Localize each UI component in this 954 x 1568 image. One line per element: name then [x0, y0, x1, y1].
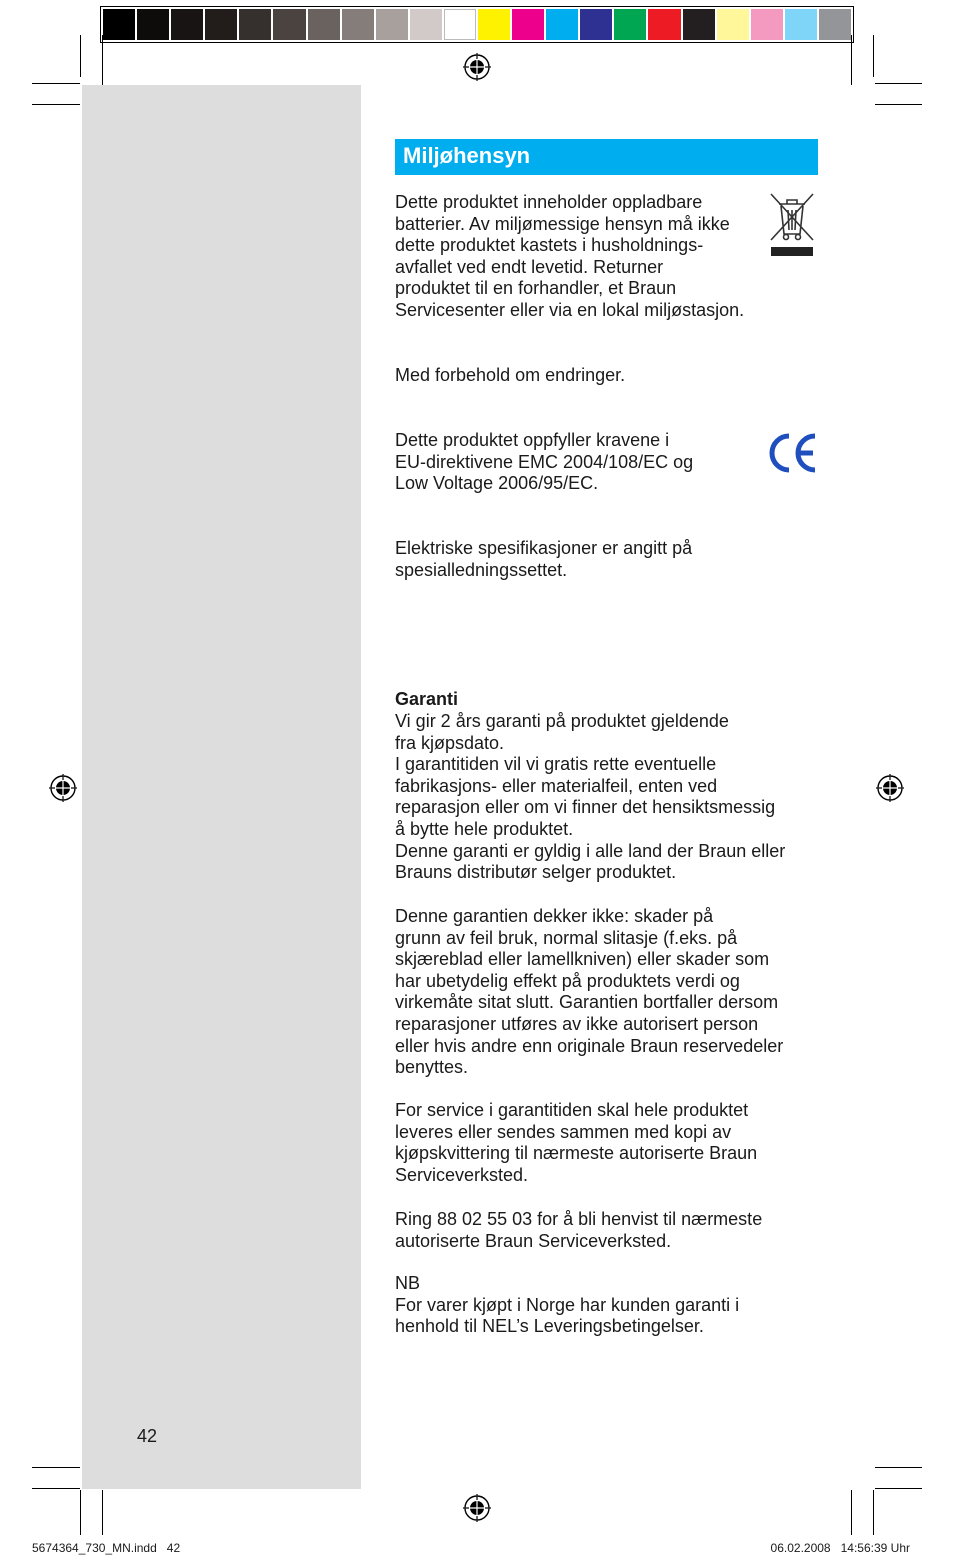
guarantee-paragraph-5: NB For varer kjøpt i Norge har kunden garanti i henhold til NEL’s Leveringsbetingelser.: [395, 1273, 740, 1337]
guarantee-paragraph-2: Denne garantien dekker ikke: skader på grunn av feil bruk, normal slitasje (f.eks. på skjæreblad eller lamellkniven) eller skader som har ubetydelig effekt på produktets verdi og virkemåte sitat slutt. Garantien bortfaller dersom reparasjoner utføres av ikke autorisert person eller hvis andre enn originale Braun reservedeler benyttes.: [395, 906, 784, 1078]
color-swatch: [239, 9, 271, 40]
footer-timestamp: 06.02.2008 14:56:39 Uhr: [770, 1541, 910, 1555]
color-swatch: [342, 9, 374, 40]
color-swatch: [614, 9, 646, 40]
guarantee-paragraph-3: For service i garantitiden skal hele produktet leveres eller sendes sammen med kopi av kjøpskvittering til nærmeste autoriserte Braun Serviceverksted.: [395, 1100, 758, 1185]
color-swatch: [683, 9, 715, 40]
color-swatch: [819, 9, 851, 40]
color-swatch: [308, 9, 340, 40]
registration-mark-icon: [876, 774, 904, 802]
weee-crossed-bin-icon: [768, 190, 816, 260]
color-swatch: [478, 9, 510, 40]
color-swatch: [376, 9, 408, 40]
gray-margin-band: [82, 85, 361, 1489]
color-swatch: [444, 9, 476, 40]
color-swatch: [410, 9, 442, 40]
guarantee-paragraph-1: Vi gir 2 års garanti på produktet gjeldende fra kjøpsdato. I garantitiden vil vi gratis rette eventuelle fabrikasjons- eller materialfeil, enten ved reparasjon eller om vi finner det hensiktsmessig å bytte hele produktet. Denne garanti er gyldig i alle land der Braun eller Brauns distributør selger produktet.: [395, 711, 786, 883]
color-swatch: [512, 9, 544, 40]
color-swatch: [137, 9, 169, 40]
disposal-paragraph: Dette produktet inneholder oppladbare batterier. Av miljømessige hensyn må ikke dette produktet kastets i husholdnings- avfallet ved endt levetid. Returner produktet til en forhandler, et Braun Servicesenter eller via en lokal miljøstasjon.: [395, 192, 745, 320]
guarantee-heading: Garanti: [395, 689, 459, 709]
registration-mark-icon: [49, 774, 77, 802]
section-heading-bar: [395, 139, 818, 175]
changes-notice: Med forbehold om endringer.: [395, 365, 626, 385]
page-number: 42: [137, 1426, 158, 1446]
registration-mark-icon: [463, 1494, 491, 1522]
electrical-spec-paragraph: Elektriske spesifikasjoner er angitt på spesialledningssettet.: [395, 538, 693, 580]
color-swatch: [785, 9, 817, 40]
color-swatch: [171, 9, 203, 40]
section-title: Miljøhensyn: [403, 143, 531, 168]
ce-compliance-paragraph: Dette produktet oppfyller kravene i EU-direktivene EMC 2004/108/EC og Low Voltage 2006/95/EC.: [395, 430, 694, 494]
ce-mark-icon: [768, 430, 818, 476]
registration-mark-icon: [463, 53, 491, 81]
color-swatch: [103, 9, 135, 40]
color-swatch: [273, 9, 305, 40]
color-swatch: [648, 9, 680, 40]
color-swatch: [717, 9, 749, 40]
color-swatch: [751, 9, 783, 40]
color-swatch: [205, 9, 237, 40]
guarantee-paragraph-4: Ring 88 02 55 03 for å bli henvist til nærmeste autoriserte Braun Serviceverksted.: [395, 1209, 763, 1251]
color-swatch: [580, 9, 612, 40]
color-calibration-bar: [100, 6, 854, 43]
color-swatch: [546, 9, 578, 40]
footer-file-info: 5674364_730_MN.indd 42: [32, 1541, 181, 1555]
